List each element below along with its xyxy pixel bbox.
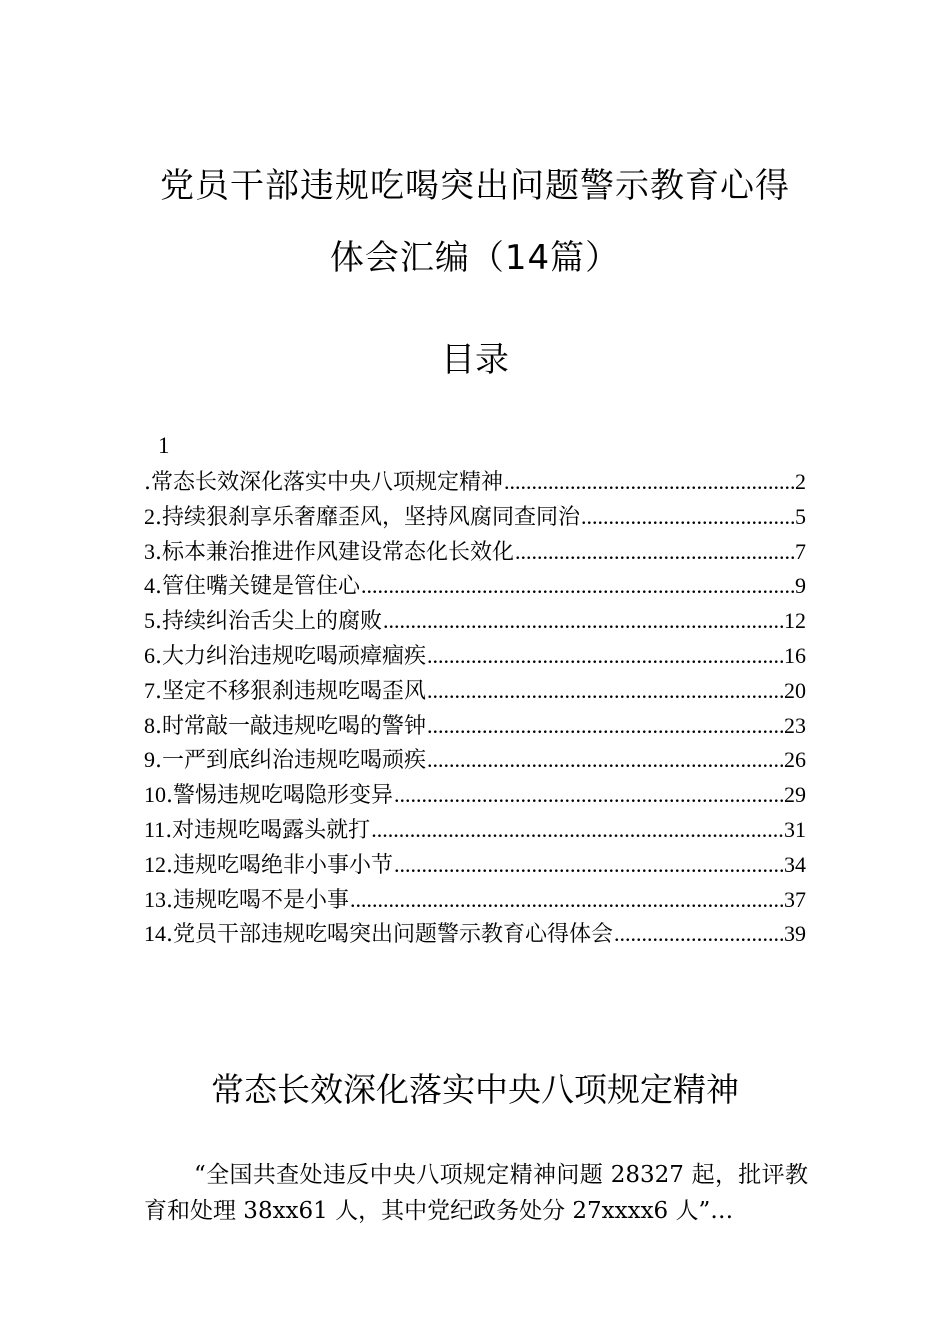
- toc-entry[interactable]: [144, 883, 806, 918]
- toc-entry-page: 39: [784, 921, 806, 947]
- toc-entry-text: .时常敲一敲违规吃喝的警钟: [155, 713, 426, 739]
- toc-dot-leader: [427, 639, 783, 674]
- toc-entry-text: .大力纠治违规吃喝顽瘴痼疾: [155, 643, 426, 669]
- toc-entry-title: [144, 674, 426, 710]
- toc-dot-leader: [515, 535, 794, 570]
- toc-entry[interactable]: [144, 604, 806, 639]
- toc-entry[interactable]: [144, 500, 806, 535]
- toc-entry-text: .一严到底纠治违规吃喝顽疾: [155, 748, 426, 774]
- toc-entry-number: 6: [144, 642, 155, 668]
- toc-dot-leader: [371, 813, 783, 848]
- toc-entry-text: .对违规吃喝露头就打: [165, 817, 371, 843]
- toc-entry-text: .常态长效深化落实中央八项规定精神: [144, 470, 503, 495]
- toc-entry-number: 12: [144, 851, 166, 877]
- toc-entry-page: 20: [784, 677, 806, 703]
- toc-entry[interactable]: [144, 569, 806, 604]
- toc-entry-title: [144, 813, 370, 849]
- toc-entry-title: [144, 535, 514, 571]
- toc-entry-title: [144, 743, 426, 779]
- toc-dot-leader: [427, 674, 783, 709]
- toc-dot-leader: [394, 778, 783, 813]
- toc-entry[interactable]: [144, 639, 806, 674]
- toc-entry-page: 12: [784, 608, 806, 634]
- toc-entry-number: 5: [144, 608, 155, 634]
- toc-entry-title: [144, 848, 393, 884]
- table-of-contents: [144, 465, 806, 952]
- toc-entry-number: 14: [144, 921, 166, 947]
- toc-entry[interactable]: [144, 674, 806, 709]
- section-heading: 常态长效深化落实中央八项规定精神: [211, 1070, 739, 1109]
- toc-entry-page: 37: [784, 886, 806, 912]
- toc-entry[interactable]: [144, 848, 806, 883]
- toc-entry-title: [144, 917, 613, 953]
- toc-entry-text: .违规吃喝不是小事: [166, 887, 349, 913]
- toc-dot-leader: [394, 848, 783, 883]
- toc-first-entry-number: 1: [158, 433, 170, 458]
- toc-entry-number: 3: [144, 538, 155, 564]
- toc-entry-number: 2: [144, 503, 155, 529]
- toc-entry-title: [144, 569, 360, 605]
- toc-dot-leader: [581, 500, 794, 535]
- toc-entry-text: .持续狠刹享乐奢靡歪风，坚持风腐同查同治: [155, 504, 580, 530]
- toc-entry-page: 2: [795, 469, 806, 494]
- toc-entry-title: [144, 709, 426, 745]
- toc-dot-leader: [427, 743, 783, 778]
- toc-dot-leader: [427, 709, 783, 744]
- toc-entry-page: 26: [784, 747, 806, 773]
- toc-entry-title: [144, 639, 426, 675]
- toc-dot-leader: [383, 604, 783, 639]
- toc-entry-title: [144, 778, 393, 814]
- toc-entry[interactable]: [144, 813, 806, 848]
- toc-entry[interactable]: [144, 743, 806, 778]
- toc-entry[interactable]: [144, 709, 806, 744]
- toc-entry-page: 29: [784, 782, 806, 808]
- toc-heading: 目录: [441, 340, 509, 380]
- toc-entry-number: 10: [144, 782, 166, 808]
- toc-entry-number: 4: [144, 573, 155, 599]
- toc-entry[interactable]: [144, 535, 806, 570]
- toc-entry-text: .警惕违规吃喝隐形变异: [166, 783, 393, 809]
- document-title-line-2: 体会汇编（14篇）: [329, 238, 621, 278]
- toc-entry-number: 9: [144, 747, 155, 773]
- toc-entry-page: 9: [795, 573, 806, 599]
- toc-entry-page: 23: [784, 712, 806, 738]
- toc-entry-page: 34: [784, 851, 806, 877]
- toc-dot-leader: [350, 883, 783, 918]
- toc-entry-number: 8: [144, 712, 155, 738]
- toc-entry[interactable]: [144, 917, 806, 952]
- toc-entry-text: .坚定不移狠刹违规吃喝歪风: [155, 678, 426, 704]
- toc-entry-text: .管住嘴关键是管住心: [155, 574, 360, 600]
- toc-entry-page: 7: [795, 538, 806, 564]
- toc-dot-leader: [504, 465, 794, 500]
- toc-entry-text: .违规吃喝绝非小事小节: [166, 852, 393, 878]
- toc-entry-title: [144, 604, 382, 640]
- toc-entry-text: .持续纠治舌尖上的腐败: [155, 609, 382, 635]
- document-title-line-1: 党员干部违规吃喝突出问题警示教育心得: [160, 166, 790, 206]
- toc-entry-number: 11: [144, 816, 166, 842]
- toc-entry-text: .标本兼治推进作风建设常态化长效化: [155, 539, 514, 565]
- toc-entry-title: [144, 500, 580, 536]
- toc-dot-leader: [361, 569, 794, 604]
- body-paragraph: “全国共查处违反中央八项规定精神问题 28327 起，批评教育和处理 38xx61 人，其中党纪政务处分 27xxxx6 人”…: [144, 1162, 808, 1224]
- toc-entry-number: 13: [144, 886, 166, 912]
- toc-entry-title: [144, 466, 503, 501]
- toc-entry-page: 5: [795, 503, 806, 529]
- toc-entry[interactable]: [144, 465, 806, 500]
- toc-entry-title: [144, 883, 349, 919]
- toc-entry-page: 31: [784, 816, 806, 842]
- toc-entry-text: .党员干部违规吃喝突出问题警示教育心得体会: [166, 922, 613, 948]
- toc-dot-leader: [614, 917, 783, 952]
- toc-entry-page: 16: [784, 642, 806, 668]
- toc-entry[interactable]: [144, 778, 806, 813]
- toc-entry-number: 7: [144, 677, 155, 703]
